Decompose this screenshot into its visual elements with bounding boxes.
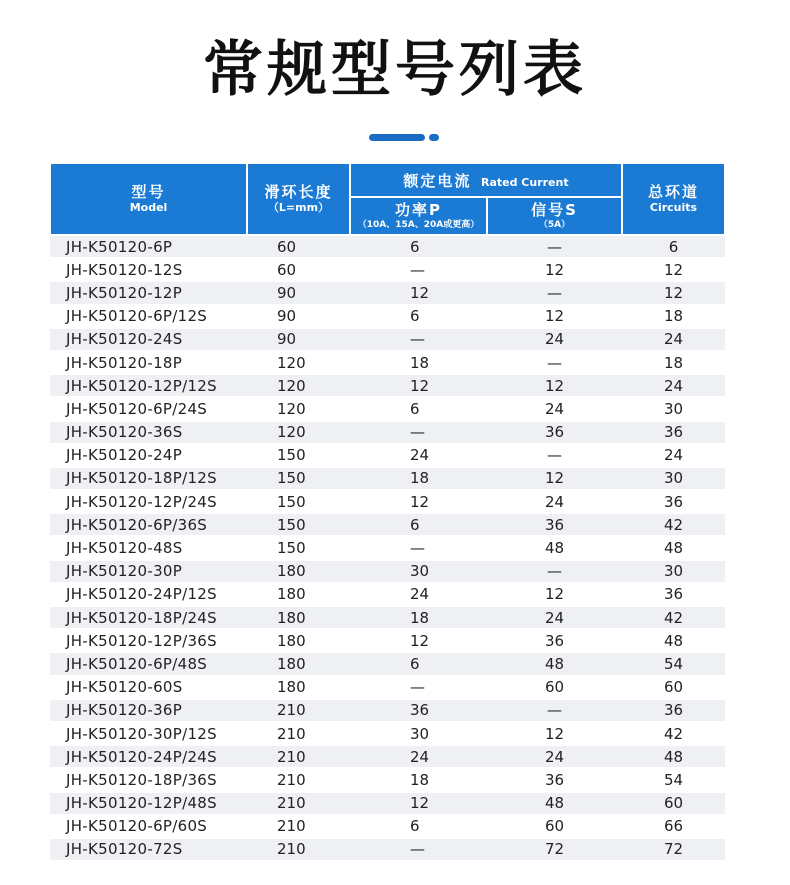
model-cell: JH-K50120-48S	[50, 536, 247, 559]
table-row	[50, 606, 725, 629]
table-row	[50, 374, 725, 397]
page-title: 常规型号列表	[203, 35, 587, 105]
header-rated-en: Rated Current	[480, 175, 569, 189]
model-cell: JH-K50120-18P	[50, 351, 247, 374]
power-cell: 6	[350, 513, 487, 536]
model-cell: JH-K50120-24P/24S	[50, 745, 247, 768]
table-row	[50, 815, 725, 838]
signal-cell: —	[487, 560, 622, 583]
power-cell: 6	[350, 305, 487, 328]
signal-cell: 60	[487, 815, 622, 838]
header-length	[247, 163, 350, 235]
length-cell: 180	[247, 652, 350, 675]
model-cell: JH-K50120-36P	[50, 699, 247, 722]
total-cell: 18	[622, 305, 725, 328]
table-row	[50, 328, 725, 351]
signal-cell: 36	[487, 768, 622, 791]
power-cell: —	[350, 328, 487, 351]
title-underline-decoration	[369, 134, 439, 141]
signal-cell: 36	[487, 513, 622, 536]
total-cell: 24	[622, 328, 725, 351]
model-cell: JH-K50120-18P/36S	[50, 768, 247, 791]
total-cell: 42	[622, 513, 725, 536]
model-cell: JH-K50120-6P	[50, 235, 247, 258]
length-cell: 180	[247, 560, 350, 583]
table-row	[50, 281, 725, 304]
power-cell: 18	[350, 606, 487, 629]
length-cell: 60	[247, 235, 350, 258]
total-cell: 48	[622, 536, 725, 559]
power-cell: 24	[350, 583, 487, 606]
power-cell: 12	[350, 629, 487, 652]
signal-cell: 12	[487, 467, 622, 490]
length-cell: 90	[247, 281, 350, 304]
length-cell: 180	[247, 676, 350, 699]
model-cell: JH-K50120-24S	[50, 328, 247, 351]
table-row	[50, 305, 725, 328]
table-body	[50, 235, 725, 861]
model-cell: JH-K50120-6P/12S	[50, 305, 247, 328]
power-cell: —	[350, 421, 487, 444]
length-cell: 210	[247, 838, 350, 861]
table-row	[50, 490, 725, 513]
power-cell: 24	[350, 444, 487, 467]
model-cell: JH-K50120-12P/36S	[50, 629, 247, 652]
power-cell: 12	[350, 281, 487, 304]
length-cell: 120	[247, 374, 350, 397]
table-row	[50, 351, 725, 374]
total-cell: 66	[622, 815, 725, 838]
total-cell: 60	[622, 676, 725, 699]
signal-cell: 12	[487, 722, 622, 745]
total-cell: 24	[622, 374, 725, 397]
signal-cell: —	[487, 235, 622, 258]
model-cell: JH-K50120-12P	[50, 281, 247, 304]
length-cell: 210	[247, 792, 350, 815]
table-row	[50, 699, 725, 722]
table-row	[50, 722, 725, 745]
table-row	[50, 397, 725, 420]
table-header	[50, 163, 725, 235]
header-total-cn: 总环道	[647, 183, 699, 201]
signal-cell: —	[487, 281, 622, 304]
length-cell: 180	[247, 606, 350, 629]
power-cell: 6	[350, 652, 487, 675]
power-cell: —	[350, 536, 487, 559]
model-cell: JH-K50120-24P	[50, 444, 247, 467]
power-cell: 24	[350, 745, 487, 768]
header-power-en: （10A、15A、20A或更高）	[357, 220, 480, 230]
model-list-table	[49, 162, 726, 862]
model-cell: JH-K50120-6P/24S	[50, 397, 247, 420]
signal-cell: —	[487, 444, 622, 467]
title-underline-dot	[429, 134, 439, 141]
signal-cell: 24	[487, 490, 622, 513]
length-cell: 90	[247, 328, 350, 351]
total-cell: 6	[622, 235, 725, 258]
header-power-cn: 功率P	[395, 201, 442, 219]
signal-cell: 24	[487, 606, 622, 629]
total-cell: 42	[622, 722, 725, 745]
total-cell: 54	[622, 768, 725, 791]
total-cell: 12	[622, 281, 725, 304]
total-cell: 48	[622, 629, 725, 652]
table-row	[50, 560, 725, 583]
total-cell: 54	[622, 652, 725, 675]
model-cell: JH-K50120-18P/24S	[50, 606, 247, 629]
length-cell: 180	[247, 583, 350, 606]
signal-cell: 24	[487, 745, 622, 768]
signal-cell: —	[487, 699, 622, 722]
table-row	[50, 235, 725, 258]
length-cell: 210	[247, 768, 350, 791]
power-cell: 12	[350, 374, 487, 397]
length-cell: 210	[247, 745, 350, 768]
power-cell: 18	[350, 768, 487, 791]
power-cell: 12	[350, 490, 487, 513]
power-cell: 30	[350, 722, 487, 745]
total-cell: 48	[622, 745, 725, 768]
power-cell: 18	[350, 467, 487, 490]
header-signal-cn: 信号S	[531, 201, 578, 219]
signal-cell: 24	[487, 328, 622, 351]
total-cell: 18	[622, 351, 725, 374]
length-cell: 120	[247, 397, 350, 420]
signal-cell: 24	[487, 397, 622, 420]
header-length-en: （L=mm）	[267, 201, 330, 214]
header-power	[350, 197, 487, 235]
table-row	[50, 444, 725, 467]
model-cell: JH-K50120-6P/48S	[50, 652, 247, 675]
length-cell: 120	[247, 351, 350, 374]
model-cell: JH-K50120-12S	[50, 258, 247, 281]
power-cell: 6	[350, 235, 487, 258]
table-row	[50, 629, 725, 652]
model-cell: JH-K50120-30P	[50, 560, 247, 583]
table-row	[50, 467, 725, 490]
table-row	[50, 838, 725, 861]
power-cell: —	[350, 838, 487, 861]
header-total-en: Circuits	[649, 201, 698, 214]
table-row	[50, 745, 725, 768]
table-row	[50, 421, 725, 444]
signal-cell: 12	[487, 374, 622, 397]
total-cell: 30	[622, 467, 725, 490]
table-row	[50, 583, 725, 606]
length-cell: 150	[247, 467, 350, 490]
length-cell: 60	[247, 258, 350, 281]
total-cell: 30	[622, 560, 725, 583]
header-model-cn: 型号	[131, 183, 166, 201]
model-cell: JH-K50120-6P/36S	[50, 513, 247, 536]
model-cell: JH-K50120-12P/12S	[50, 374, 247, 397]
total-cell: 72	[622, 838, 725, 861]
total-cell: 36	[622, 490, 725, 513]
power-cell: 30	[350, 560, 487, 583]
header-rated-cn: 额定电流	[403, 171, 472, 190]
table-row	[50, 676, 725, 699]
signal-cell: 12	[487, 583, 622, 606]
power-cell: —	[350, 258, 487, 281]
signal-cell: —	[487, 351, 622, 374]
table-row	[50, 258, 725, 281]
signal-cell: 12	[487, 305, 622, 328]
length-cell: 90	[247, 305, 350, 328]
model-cell: JH-K50120-6P/60S	[50, 815, 247, 838]
power-cell: 12	[350, 792, 487, 815]
length-cell: 210	[247, 815, 350, 838]
table-row	[50, 652, 725, 675]
signal-cell: 36	[487, 629, 622, 652]
header-signal	[487, 197, 622, 235]
signal-cell: 48	[487, 536, 622, 559]
length-cell: 120	[247, 421, 350, 444]
signal-cell: 12	[487, 258, 622, 281]
length-cell: 150	[247, 513, 350, 536]
power-cell: 6	[350, 397, 487, 420]
total-cell: 36	[622, 583, 725, 606]
length-cell: 150	[247, 490, 350, 513]
model-cell: JH-K50120-24P/12S	[50, 583, 247, 606]
total-cell: 60	[622, 792, 725, 815]
signal-cell: 72	[487, 838, 622, 861]
length-cell: 150	[247, 536, 350, 559]
header-rated-current	[350, 163, 622, 197]
total-cell: 12	[622, 258, 725, 281]
header-total	[622, 163, 725, 235]
power-cell: —	[350, 676, 487, 699]
table-row	[50, 792, 725, 815]
signal-cell: 48	[487, 652, 622, 675]
signal-cell: 48	[487, 792, 622, 815]
length-cell: 150	[247, 444, 350, 467]
total-cell: 24	[622, 444, 725, 467]
total-cell: 30	[622, 397, 725, 420]
length-cell: 210	[247, 722, 350, 745]
model-cell: JH-K50120-60S	[50, 676, 247, 699]
model-cell: JH-K50120-12P/24S	[50, 490, 247, 513]
table-row	[50, 536, 725, 559]
header-model	[50, 163, 247, 235]
header-signal-en: （5A）	[538, 220, 571, 230]
length-cell: 210	[247, 699, 350, 722]
total-cell: 36	[622, 421, 725, 444]
table-row	[50, 513, 725, 536]
table-row	[50, 768, 725, 791]
total-cell: 42	[622, 606, 725, 629]
signal-cell: 36	[487, 421, 622, 444]
signal-cell: 60	[487, 676, 622, 699]
model-cell: JH-K50120-36S	[50, 421, 247, 444]
total-cell: 36	[622, 699, 725, 722]
power-cell: 6	[350, 815, 487, 838]
header-model-en: Model	[129, 201, 168, 214]
model-cell: JH-K50120-30P/12S	[50, 722, 247, 745]
power-cell: 36	[350, 699, 487, 722]
power-cell: 18	[350, 351, 487, 374]
header-length-cn: 滑环长度	[264, 183, 333, 201]
model-cell: JH-K50120-72S	[50, 838, 247, 861]
length-cell: 180	[247, 629, 350, 652]
model-cell: JH-K50120-18P/12S	[50, 467, 247, 490]
title-underline-bar	[369, 134, 425, 141]
model-cell: JH-K50120-12P/48S	[50, 792, 247, 815]
